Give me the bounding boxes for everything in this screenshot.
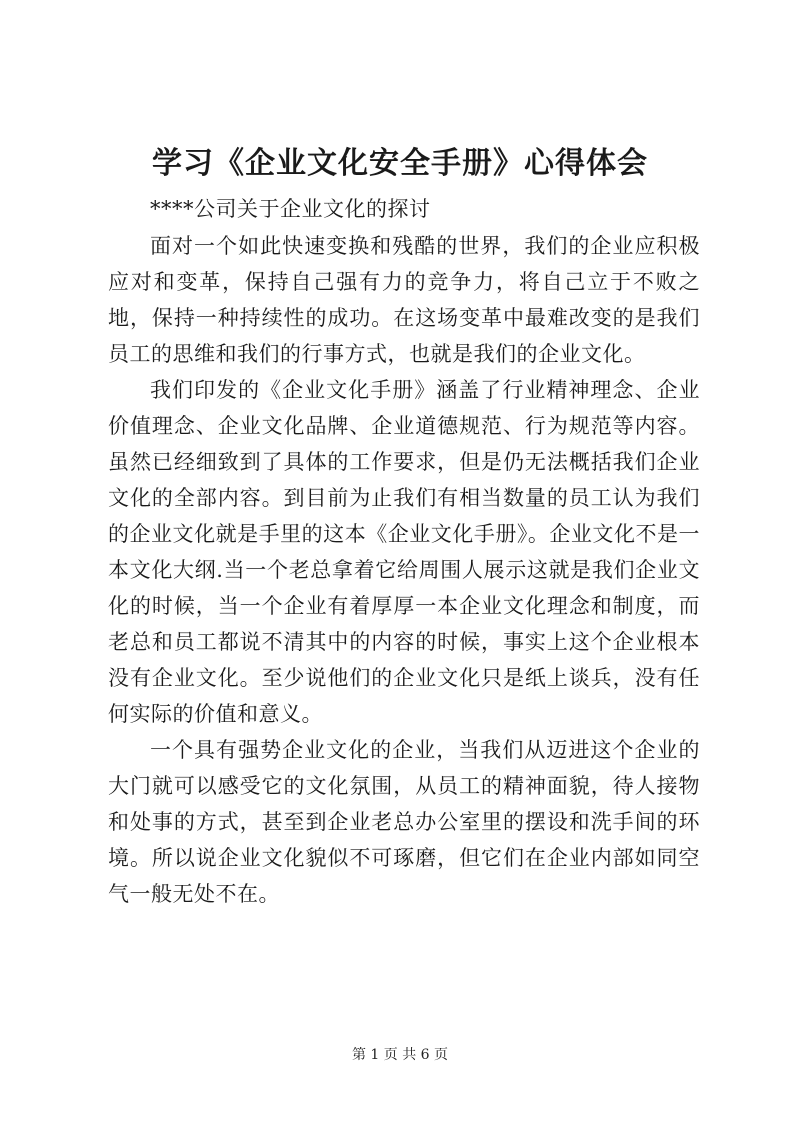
document-body: [108, 228, 700, 912]
paragraph: 我们印发的《企业文化手册》涵盖了行业精神理念、企业价值理念、企业文化品牌、企业道德规范、行为规范等内容。虽然已经细致到了具体的工作要求，但是仍无法概括我们企业文化的全部内容。到目前为止我们有相当数量的员工认为我们的企业文化就是手里的这本《企业文化手册》。企业文化不是一本文化大纲.当一个老总拿着它给周围人展示这就是我们企业文化的时候，当一个企业有着厚厚一本企业文化理念和制度，而老总和员工都说不清其中的内容的时候，事实上这个企业根本没有企业文化。至少说他们的企业文化只是纸上谈兵，没有任何实际的价值和意义。: [108, 378, 700, 726]
page-number-footer: 第 1 页 共 6 页: [351, 1047, 449, 1063]
document-subtitle: ****公司关于企业文化的探讨: [150, 197, 431, 221]
paragraph: 面对一个如此快速变换和残酷的世界，我们的企业应积极应对和变革，保持自己强有力的竞争力，将自己立于不败之地，保持一种持续性的成功。在这场变革中最难改变的是我们员工的思维和我们的行事方式，也就是我们的企业文化。: [108, 234, 700, 366]
paragraph: 一个具有强势企业文化的企业，当我们从迈进这个企业的大门就可以感受它的文化氛围，从员工的精神面貌，待人接物和处事的方式，甚至到企业老总办公室里的摆设和洗手间的环境。所以说企业文化貌似不可琢磨，但它们在企业内部如同空气一般无处不在。: [108, 738, 700, 906]
document-title: 学习《企业文化安全手册》心得体会: [152, 146, 648, 181]
